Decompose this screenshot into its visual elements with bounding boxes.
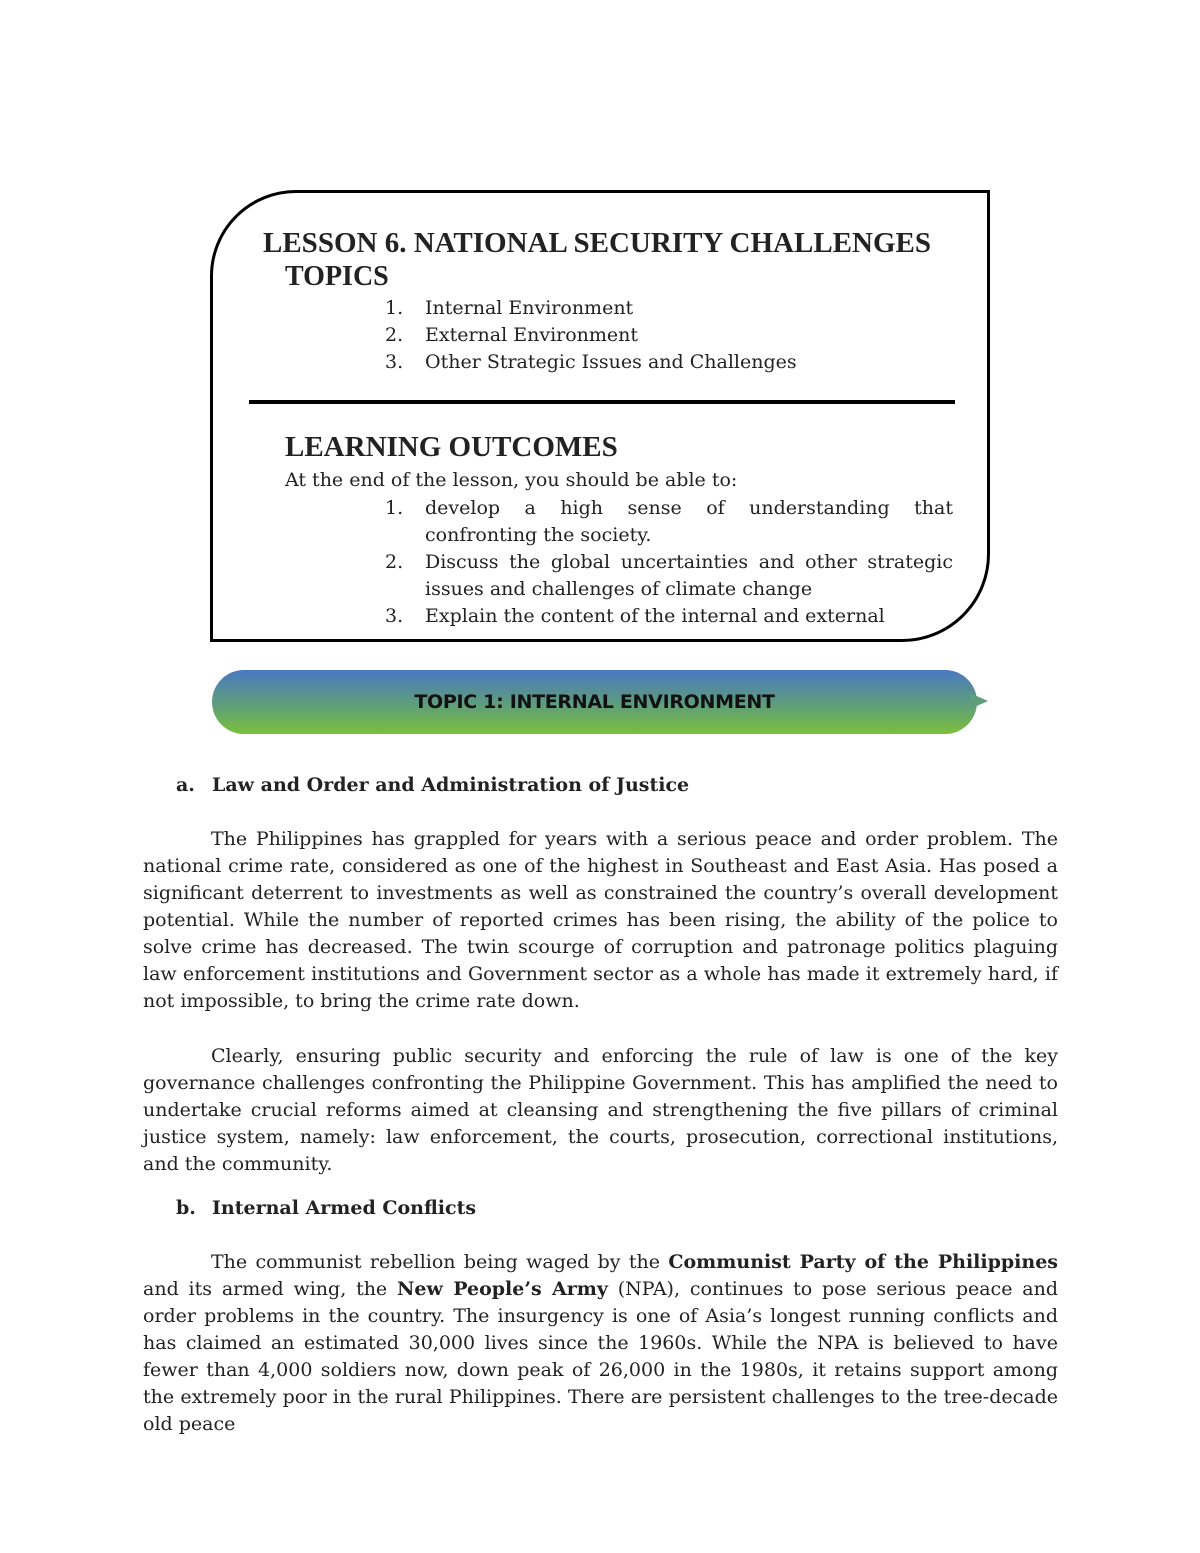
- bold-term: New People’s Army: [397, 1278, 608, 1300]
- section-letter: b.: [176, 1197, 196, 1219]
- list-item: [385, 549, 953, 603]
- section-letter: a.: [176, 774, 195, 796]
- list-number: 2.: [385, 324, 404, 346]
- banner-arrow-icon: [970, 693, 988, 709]
- section-heading: [176, 774, 689, 796]
- topics-heading: TOPICS: [285, 261, 389, 292]
- section-title: Law and Order and Administration of Justice: [212, 774, 690, 796]
- outcome-text: Explain the content of the internal and external: [425, 605, 885, 627]
- divider: [249, 400, 955, 404]
- topic-label: Other Strategic Issues and Challenges: [425, 351, 797, 373]
- list-number: 3.: [385, 605, 404, 627]
- learning-outcomes-heading: LEARNING OUTCOMES: [285, 431, 618, 463]
- topic-label: Internal Environment: [425, 297, 634, 319]
- bold-term: Communist Party of the Philippines: [668, 1251, 1058, 1273]
- text-run: The communist rebellion being waged by the: [211, 1251, 669, 1273]
- paragraph: The Philippines has grappled for years with a serious peace and order problem. The national crime rate, considered as one of the highest in Southeast and East Asia. Has posed a significant deterrent to investments as well as constrained the country’s overall development potential. While the number of reported crimes has been rising, the ability of the police to solve crime has decreased. The twin scourge of corruption and patronage politics plaguing law enforcement institutions and Government sector as a whole has made it extremely hard, if not impossible, to bring the crime rate down.: [143, 828, 1058, 1012]
- topics-list: [385, 295, 797, 376]
- outcome-text: Discuss the global uncertainties and other strategic issues and challenges of climate change: [425, 551, 953, 600]
- section-heading: [176, 1197, 476, 1219]
- text-run: and its armed wing, the: [143, 1278, 397, 1300]
- lesson-title: LESSON 6. NATIONAL SECURITY CHALLENGES: [263, 227, 931, 259]
- list-number: 1.: [385, 497, 404, 519]
- list-number: 1.: [385, 297, 404, 319]
- list-number: 2.: [385, 551, 404, 573]
- list-item: [385, 295, 797, 322]
- outcome-text: develop a high sense of understanding that confronting the society.: [425, 497, 953, 546]
- topic-banner: [212, 670, 977, 734]
- learning-outcomes-intro: At the end of the lesson, you should be able to:: [285, 469, 738, 491]
- list-item: [385, 322, 797, 349]
- paragraph: Clearly, ensuring public security and enforcing the rule of law is one of the key governance challenges confronting the Philippine Government. This has amplified the need to undertake crucial reforms aimed at cleansing and strengthening the five pillars of criminal justice system, namely: law enforcement, the courts, prosecution, correctional institutions, and the community.: [143, 1045, 1058, 1175]
- list-item: [385, 349, 797, 376]
- topic-label: External Environment: [425, 324, 639, 346]
- topic-banner-label: TOPIC 1: INTERNAL ENVIRONMENT: [414, 691, 775, 713]
- list-number: 3.: [385, 351, 404, 373]
- section-title: Internal Armed Conflicts: [212, 1197, 477, 1219]
- list-item: [385, 495, 953, 549]
- learning-outcomes-list: [385, 495, 953, 630]
- text-run: (NPA), continues to pose serious peace and order problems in the country. The insurgency is one of Asia’s longest running conflicts and has claimed an estimated 30,000 lives since the 1960s. While the NPA is believed to have fewer than 4,000 soldiers now, down peak of 26,000 in the 1980s, it retains support among the extremely poor in the rural Philippines. There are persistent challenges to the tree-decade old peace: [143, 1278, 1058, 1435]
- list-item: [385, 603, 953, 630]
- paragraph: [143, 1249, 1058, 1438]
- lesson-box: [210, 190, 990, 642]
